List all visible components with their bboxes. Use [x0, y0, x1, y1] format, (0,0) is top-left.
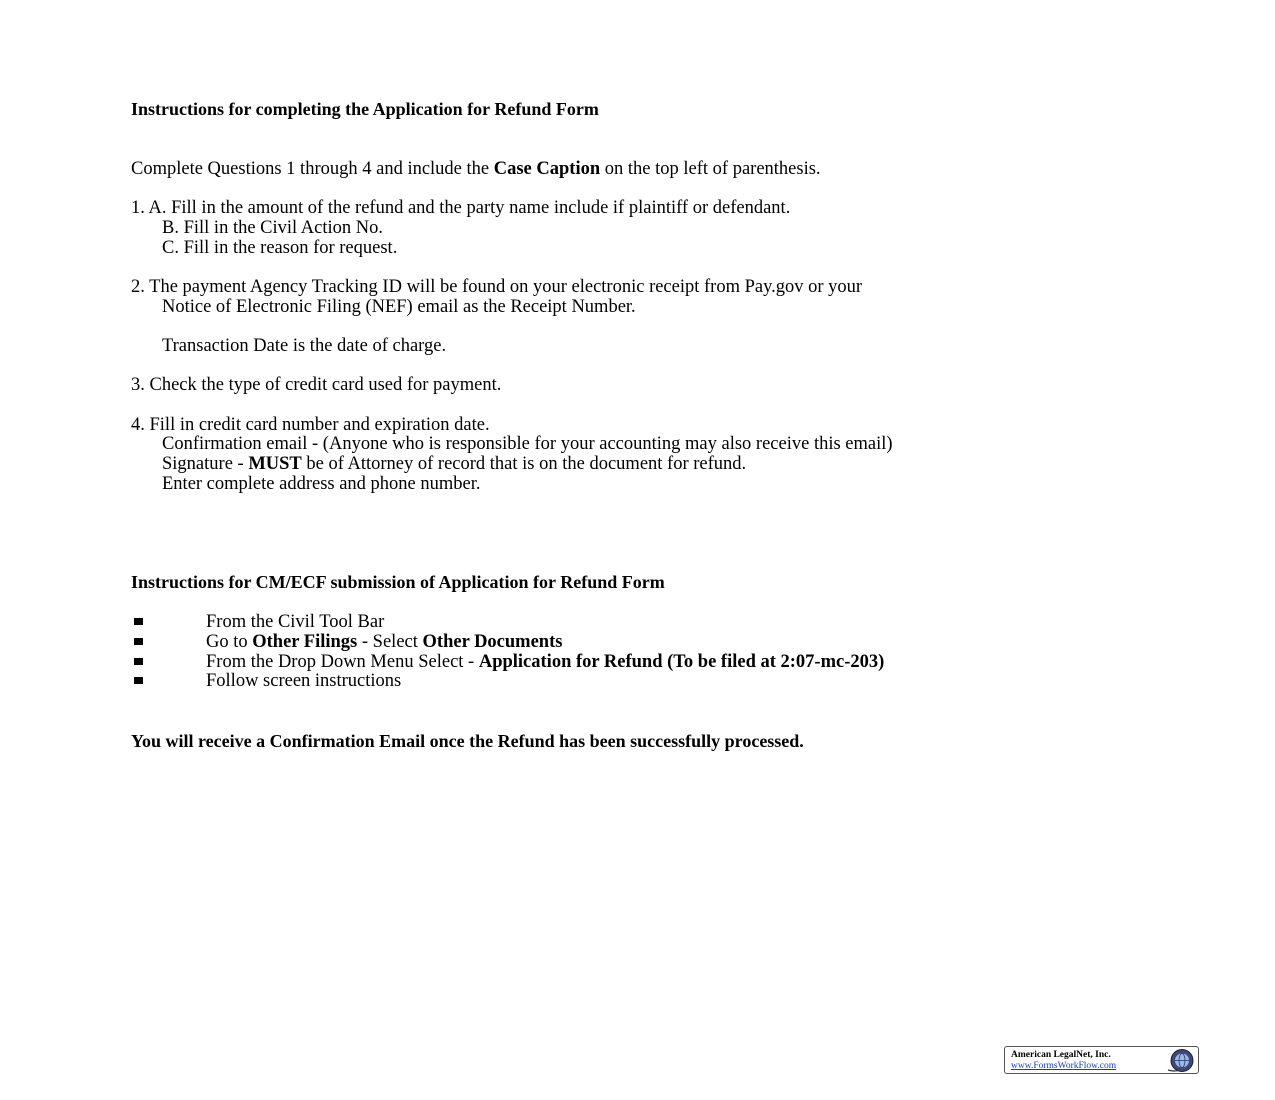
q1-line-c: C. Fill in the reason for request. [162, 238, 398, 258]
cmecf-title: Instructions for CM/ECF submission of Application for Refund Form [131, 572, 665, 592]
q2-line-1: 2. The payment Agency Tracking ID will be found on your electronic receipt from Pay.gov or your [131, 277, 863, 297]
intro-bold-case-caption: Case Caption [493, 159, 601, 179]
globe-logo-icon [1160, 1048, 1196, 1073]
q1-line-a: 1. A. Fill in the amount of the refund and the party name include if plaintiff or defendant. [131, 198, 791, 218]
intro-text-before: Complete Questions 1 through 4 and include the [131, 159, 494, 179]
cmecf-b2-mid: - Select [357, 632, 423, 652]
footer-badge[interactable] [1004, 1046, 1199, 1074]
footer-url-link[interactable]: www.FormsWorkFlow.com [1011, 1061, 1117, 1071]
q1-line-b: B. Fill in the Civil Action No. [162, 218, 383, 238]
bullet-square-icon [134, 658, 143, 665]
q2-line-3: Transaction Date is the date of charge. [162, 336, 447, 356]
page-title: Instructions for completing the Application for Refund Form [131, 99, 599, 119]
q4-sig-bold-must: MUST [248, 454, 302, 474]
q2-line-2: Notice of Electronic Filing (NEF) email as the Receipt Number. [162, 297, 636, 317]
intro-paragraph [131, 159, 821, 179]
cmecf-bullet-2 [206, 632, 562, 652]
q4-signature-line [162, 454, 746, 474]
cmecf-b2-pre: Go to [206, 632, 253, 652]
q4-line-2: Confirmation email - (Anyone who is responsible for your accounting may also receive this email) [162, 434, 893, 454]
cmecf-b3-pre: From the Drop Down Menu Select - [206, 652, 479, 672]
cmecf-b3-bold: Application for Refund (To be filed at 2:07-mc-203) [478, 652, 885, 672]
q4-sig-after: be of Attorney of record that is on the document for refund. [301, 454, 747, 474]
cmecf-bullet-1: From the Civil Tool Bar [206, 612, 385, 632]
cmecf-bullet-4: Follow screen instructions [206, 671, 402, 691]
bullet-square-icon [134, 638, 143, 645]
cmecf-bullet-3 [206, 652, 884, 672]
q4-line-1: 4. Fill in credit card number and expiration date. [131, 415, 490, 435]
q4-sig-before: Signature - [162, 454, 249, 474]
cmecf-b2-bold-other-documents: Other Documents [422, 632, 563, 652]
closing-statement: You will receive a Confirmation Email once the Refund has been successfully processed. [131, 731, 804, 751]
cmecf-b2-bold-other-filings: Other Filings [252, 632, 358, 652]
bullet-square-icon [134, 677, 143, 684]
bullet-square-icon [134, 618, 143, 625]
q3-line-1: 3. Check the type of credit card used for payment. [131, 375, 502, 395]
q4-line-4: Enter complete address and phone number. [162, 474, 481, 494]
footer-company-name: American LegalNet, Inc. [1011, 1050, 1111, 1060]
intro-text-after: on the top left of parenthesis. [600, 159, 821, 179]
